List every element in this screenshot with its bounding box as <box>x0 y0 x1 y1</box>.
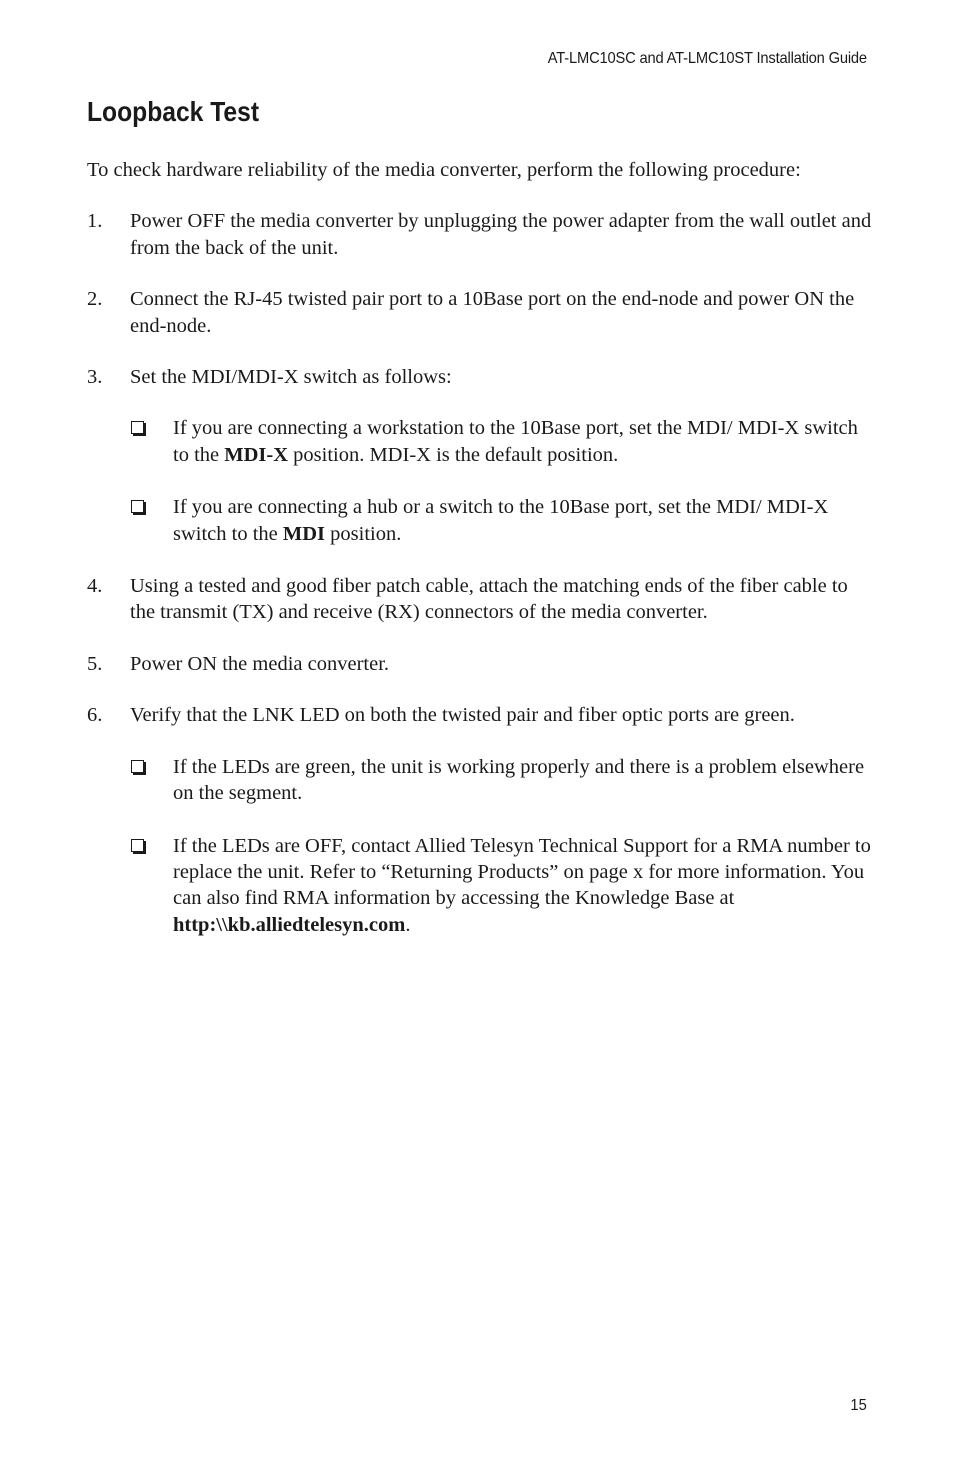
step-text: Set the MDI/MDI-X switch as follows: <box>130 366 452 389</box>
checkbox-bullet-icon <box>131 500 144 513</box>
step-5 <box>87 651 872 677</box>
running-header: AT-LMC10SC and AT-LMC10ST Installation Guide <box>547 50 867 67</box>
step-text: Connect the RJ-45 twisted pair port to a 10Base port on the end-node and power ON the end-node. <box>130 288 855 337</box>
step-2 <box>87 286 872 339</box>
step-3-bullet-mdi-x <box>87 415 872 468</box>
step-text: Verify that the LNK LED on both the twisted pair and fiber optic ports are green. <box>130 704 795 727</box>
bullet-text: If you are connecting a hub or a switch to the 10Base port, set the MDI/ MDI-X switch to the <box>173 496 829 545</box>
knowledge-base-link-text: http:\\kb.alliedtelesyn.com <box>173 913 406 936</box>
step-3-bullet-mdi <box>87 494 872 547</box>
page-number: 15 <box>850 1397 867 1414</box>
step-text: Power ON the media converter. <box>130 652 390 675</box>
intro-paragraph: To check hardware reliability of the media converter, perform the following procedure: <box>87 159 801 181</box>
step-number: 5. <box>87 652 103 675</box>
step-text: Power OFF the media converter by unplugging the power adapter from the wall outlet and from the back of the unit. <box>130 210 872 259</box>
step-number: 4. <box>87 575 103 598</box>
step-3 <box>87 364 872 390</box>
bullet-text: If the LEDs are OFF, contact Allied Telesyn Technical Support for a RMA number to replace the unit. Refer to “Returning Products” on page x for more information. You can also find RMA information by accessing the Knowledge Base at <box>173 834 871 910</box>
bullet-text: If the LEDs are green, the unit is working properly and there is a problem elsewhere on the segment. <box>173 755 865 805</box>
step-6-bullet-off <box>87 833 872 939</box>
step-6 <box>87 702 872 728</box>
step-number: 6. <box>87 704 103 727</box>
step-text: Using a tested and good fiber patch cable, attach the matching ends of the fiber cable to the transmit (TX) and receive (RX) connectors of the media converter. <box>130 575 848 624</box>
document-body <box>87 157 872 964</box>
bullet-bold-text: MDI <box>282 522 326 545</box>
step-number: 3. <box>87 366 103 389</box>
step-6-bullet-green <box>87 754 872 807</box>
step-1 <box>87 208 872 261</box>
checkbox-bullet-icon <box>131 839 144 852</box>
checkbox-bullet-icon <box>131 421 144 434</box>
bullet-text-end: . <box>405 913 411 936</box>
step-4 <box>87 573 872 626</box>
section-title: Loopback Test <box>87 96 260 127</box>
step-number: 2. <box>87 288 103 311</box>
bullet-text-end: position. MDI-X is the default position. <box>288 443 619 466</box>
bullet-bold-text: MDI-X <box>224 443 289 466</box>
step-number: 1. <box>87 210 103 233</box>
bullet-text: If you are connecting a workstation to the 10Base port, set the MDI/ MDI-X switch to the <box>173 417 858 466</box>
checkbox-bullet-icon <box>131 760 144 773</box>
bullet-text-end: position. <box>325 522 402 545</box>
